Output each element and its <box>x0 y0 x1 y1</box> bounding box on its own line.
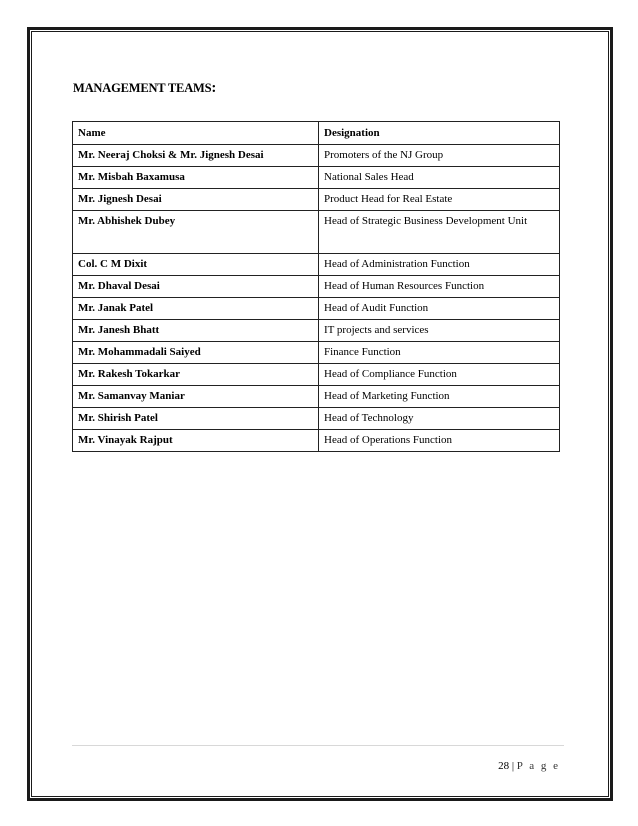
table-row <box>73 276 560 298</box>
cell-designation: Head of Strategic Business Development Unit <box>319 211 560 254</box>
table-row <box>73 189 560 211</box>
cell-designation: Head of Human Resources Function <box>319 276 560 298</box>
cell-name: Mr. Dhaval Desai <box>73 276 319 298</box>
table-row <box>73 145 560 167</box>
table-row <box>73 254 560 276</box>
page-label: P a g e <box>516 760 560 772</box>
cell-name: Mr. Vinayak Rajput <box>73 430 319 452</box>
table-header-row <box>73 122 560 145</box>
table-row <box>73 211 560 254</box>
cell-designation: Head of Administration Function <box>319 254 560 276</box>
table-row <box>73 364 560 386</box>
cell-designation: National Sales Head <box>319 167 560 189</box>
table-row <box>73 342 560 364</box>
cell-designation: IT projects and services <box>319 320 560 342</box>
cell-name: Mr. Mohammadali Saiyed <box>73 342 319 364</box>
section-title: MANAGEMENT TEAMS <box>73 81 212 95</box>
column-header-designation: Designation <box>319 122 560 145</box>
cell-name: Mr. Janesh Bhatt <box>73 320 319 342</box>
section-title-colon: : <box>211 80 217 96</box>
cell-designation: Head of Marketing Function <box>319 386 560 408</box>
page-separator: | <box>509 760 517 772</box>
cell-designation: Head of Operations Function <box>319 430 560 452</box>
cell-name: Mr. Neeraj Choksi & Mr. Jignesh Desai <box>73 145 319 167</box>
table-row <box>73 167 560 189</box>
cell-name: Mr. Misbah Baxamusa <box>73 167 319 189</box>
cell-name: Mr. Shirish Patel <box>73 408 319 430</box>
table-row <box>73 386 560 408</box>
table-row <box>73 430 560 452</box>
cell-designation: Product Head for Real Estate <box>319 189 560 211</box>
cell-name: Col. C M Dixit <box>73 254 319 276</box>
cell-name: Mr. Janak Patel <box>73 298 319 320</box>
cell-name: Mr. Jignesh Desai <box>73 189 319 211</box>
table-row <box>73 298 560 320</box>
cell-designation: Head of Technology <box>319 408 560 430</box>
cell-designation: Head of Audit Function <box>319 298 560 320</box>
page-number: 28 <box>498 760 510 772</box>
management-team-table <box>72 121 560 452</box>
cell-designation: Promoters of the NJ Group <box>319 145 560 167</box>
cell-designation: Finance Function <box>319 342 560 364</box>
column-header-name: Name <box>73 122 319 145</box>
table-row <box>73 320 560 342</box>
section-heading <box>73 80 216 97</box>
cell-designation: Head of Compliance Function <box>319 364 560 386</box>
footer-divider <box>72 745 564 746</box>
cell-name: Mr. Abhishek Dubey <box>73 211 319 254</box>
table-row <box>73 408 560 430</box>
page-footer <box>498 760 560 772</box>
cell-name: Mr. Samanvay Maniar <box>73 386 319 408</box>
cell-name: Mr. Rakesh Tokarkar <box>73 364 319 386</box>
